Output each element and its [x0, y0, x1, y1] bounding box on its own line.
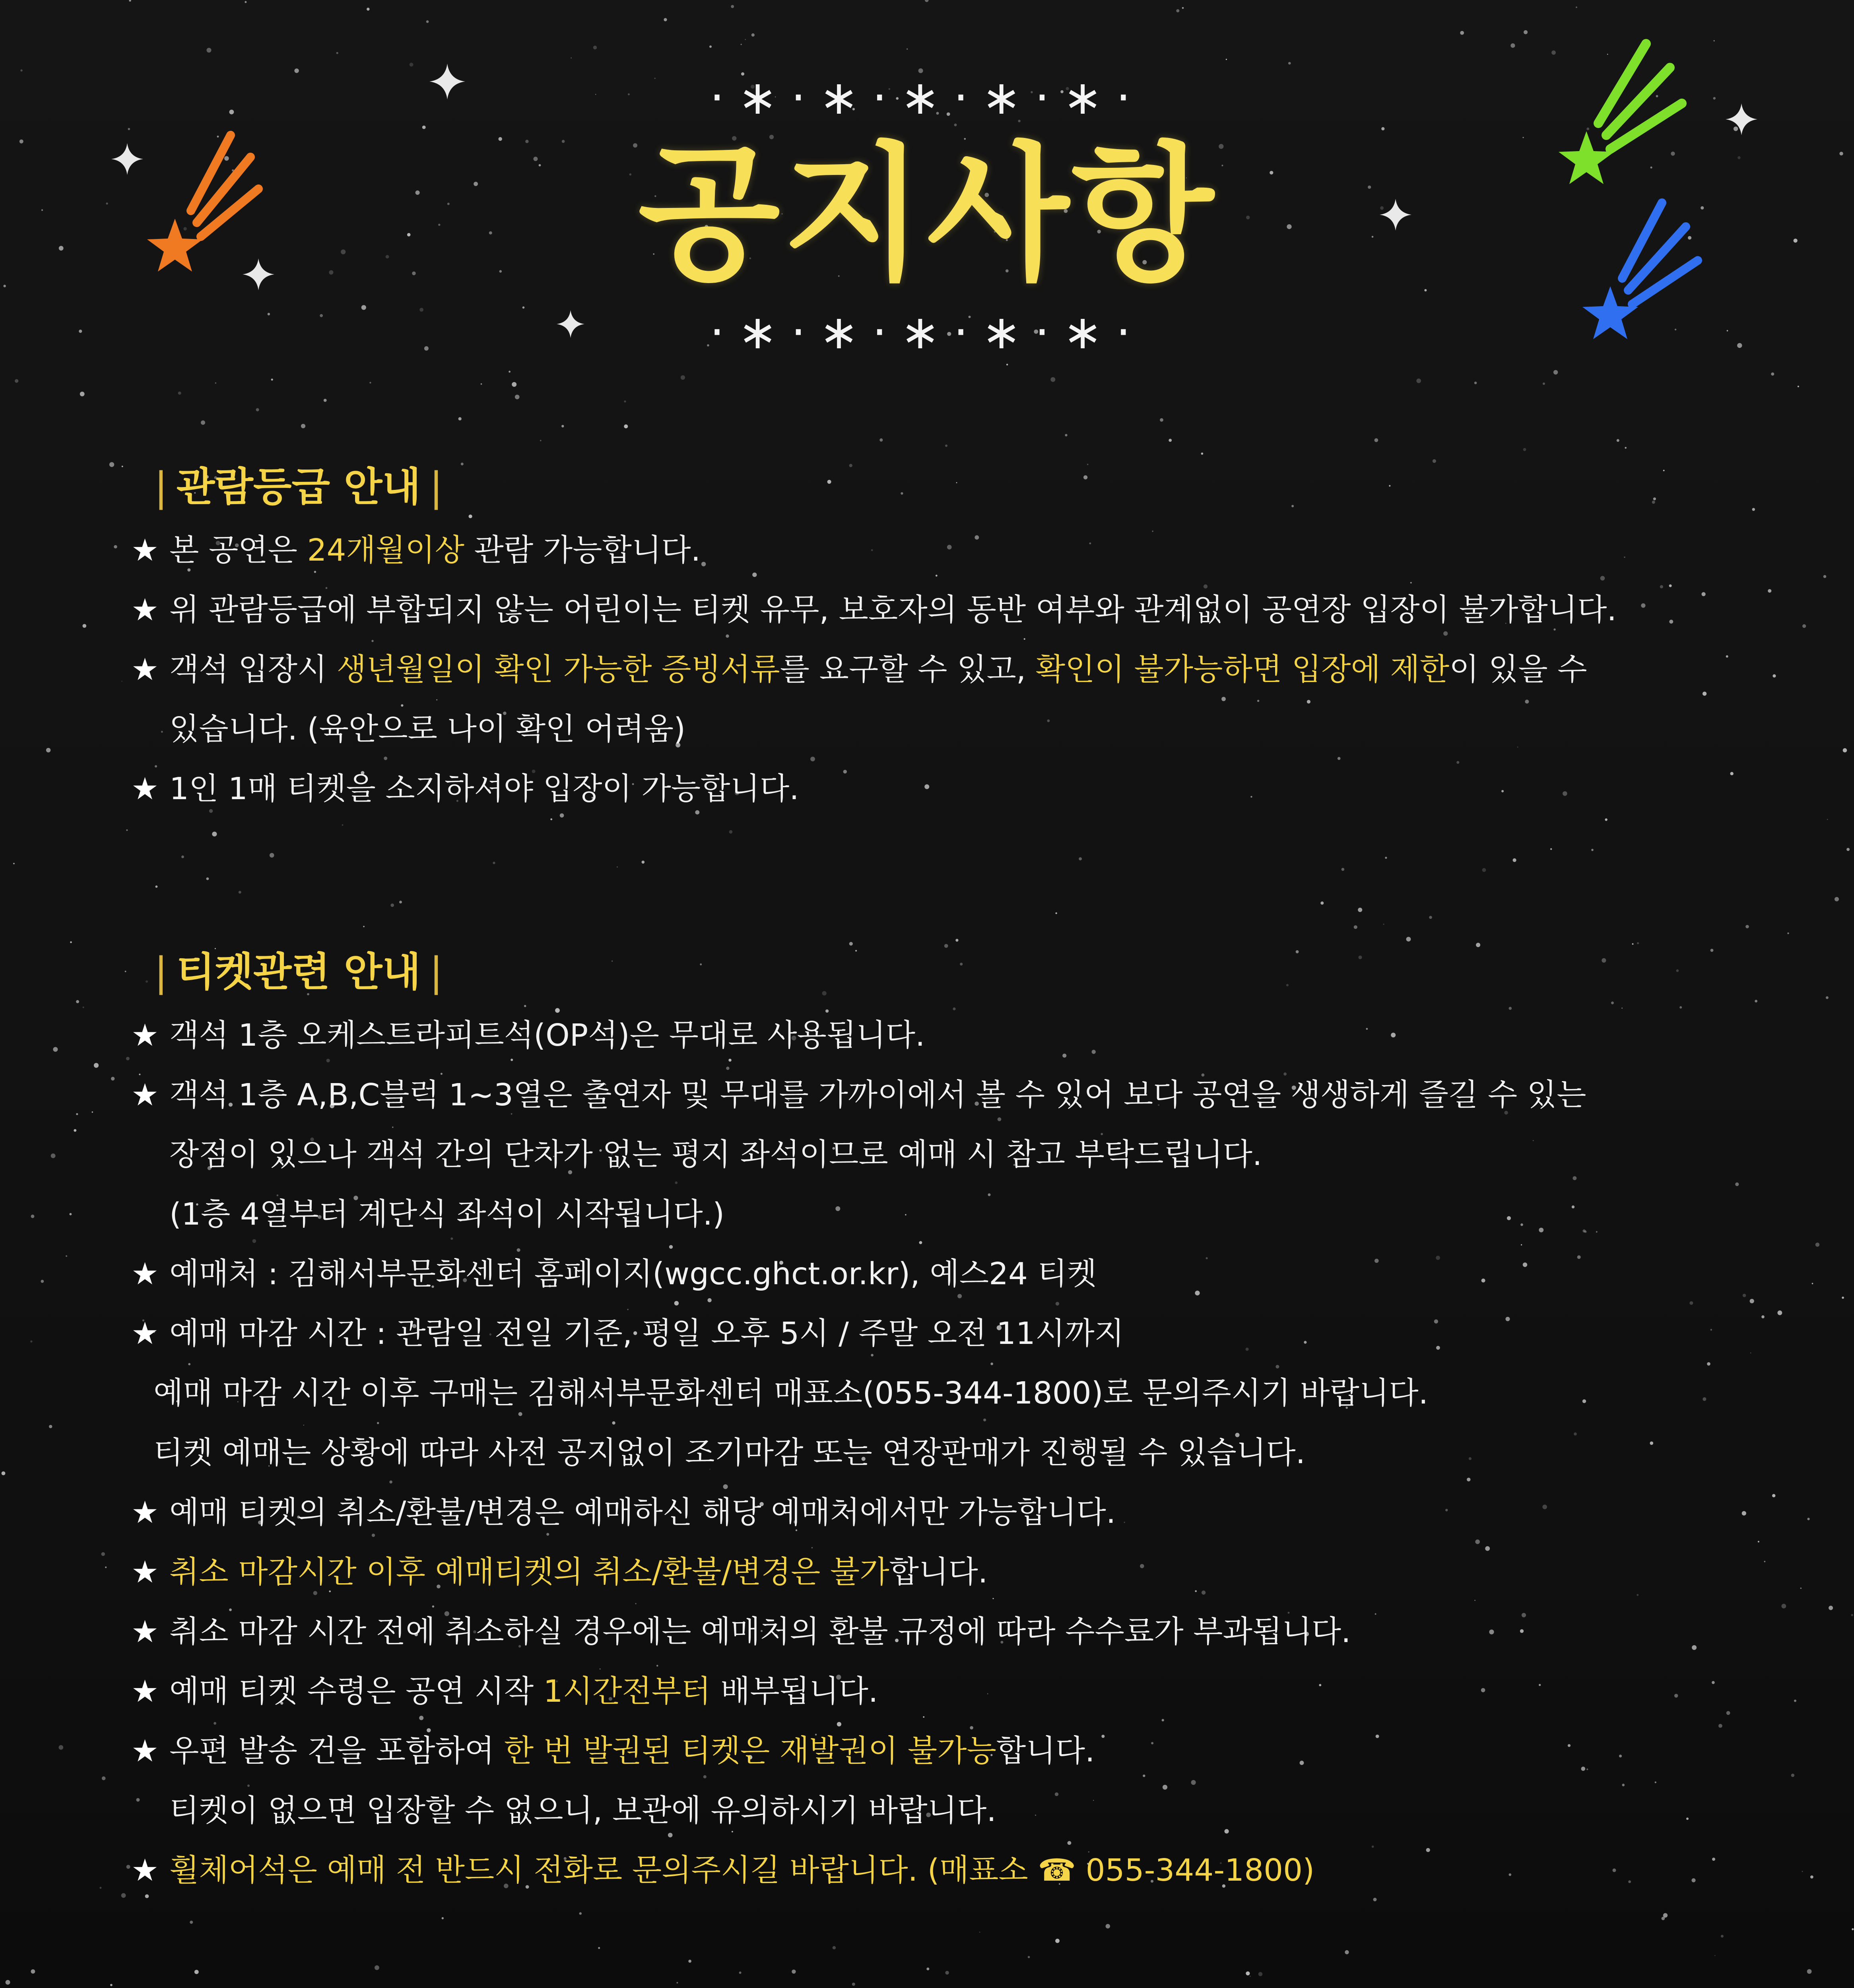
star-dot	[76, 1113, 78, 1115]
body-text: 위 관람등급에 부합되지 않는 어린이는 티켓 유무, 보호자의 동반 여부와 관계없이 공연장 입장이 불가합니다.	[169, 592, 1617, 628]
star-dot	[270, 853, 274, 858]
notice-line	[131, 1066, 1730, 1125]
star-dot	[426, 20, 429, 23]
star-dot	[1543, 382, 1545, 385]
body-text: 예매 티켓 수령은 공연 시작	[169, 1674, 544, 1709]
star-dot	[53, 1047, 58, 1052]
star-dot	[15, 379, 18, 383]
star-dot	[458, 417, 462, 420]
star-dot	[215, 382, 216, 384]
highlight-text: 1시간전부터	[543, 1674, 711, 1709]
star-bullet-icon: ★	[131, 1853, 159, 1888]
star-dot	[676, 1982, 678, 1984]
star-dot	[1794, 1700, 1796, 1702]
notice-line	[131, 1304, 1730, 1364]
star-dot	[1662, 1917, 1665, 1920]
star-dot	[390, 903, 394, 907]
star-dot	[1591, 849, 1594, 851]
star-dot	[178, 392, 181, 395]
star-dot	[1055, 912, 1057, 914]
star-dot	[598, 1947, 600, 1949]
star-dot	[1416, 379, 1421, 383]
star-dot	[1625, 447, 1627, 449]
star-dot	[493, 862, 495, 864]
star-dot	[70, 1213, 72, 1215]
body-text: 합니다.	[996, 1734, 1095, 1769]
star-dot	[83, 624, 87, 628]
star-dot	[49, 1425, 52, 1428]
star-dot	[1429, 916, 1432, 919]
notice-line	[131, 1006, 1730, 1066]
body-text: 있습니다. (육안으로 나이 확인 어려움)	[169, 712, 686, 747]
star-dot	[1807, 1969, 1812, 1974]
star-dot	[105, 1567, 107, 1568]
highlight-text: 확인이 불가능하면 입장에 제한	[1035, 652, 1450, 687]
star-dot	[1755, 1000, 1757, 1003]
section-title	[146, 457, 1730, 517]
page-title: 공지사항	[638, 129, 1216, 300]
star-dot	[1460, 31, 1464, 35]
star-dot	[1513, 858, 1516, 862]
section-ticket-info	[131, 942, 1730, 1901]
star-dot	[1758, 1541, 1759, 1542]
title-bar-divider: |	[429, 464, 443, 510]
star-dot	[121, 681, 122, 682]
star-dot	[1055, 1939, 1060, 1943]
body-text: 예매 마감 시간 이후 구매는 김해서부문화센터 매표소(055-344-1800)로 문의주시기 바랍니다.	[153, 1376, 1429, 1411]
title-bar-divider: |	[429, 949, 443, 995]
star-dot	[593, 46, 597, 49]
star-dot	[1354, 925, 1357, 929]
notice-line	[131, 1662, 1730, 1722]
section-viewing-rating	[131, 457, 1730, 819]
star-dot	[41, 1280, 44, 1283]
star-dot	[271, 379, 273, 381]
star-dot	[1846, 848, 1850, 851]
star-dot	[92, 1111, 93, 1112]
notice-line	[131, 1722, 1730, 1781]
star-dot	[30, 1340, 32, 1342]
star-dot	[70, 941, 72, 943]
star-dot	[792, 1970, 796, 1974]
star-dot	[745, 39, 746, 40]
star-dot	[1721, 1935, 1724, 1938]
star-dot	[94, 1063, 99, 1068]
star-dot	[571, 57, 572, 58]
star-dot	[367, 8, 369, 10]
star-dot	[126, 1057, 130, 1060]
star-bullet-icon: ★	[131, 592, 159, 628]
star-dot	[155, 885, 158, 888]
star-dot	[399, 901, 402, 903]
star-dot	[1835, 897, 1839, 901]
star-dot	[99, 1887, 101, 1889]
body-text: 합니다.	[889, 1555, 988, 1590]
star-dot	[624, 424, 628, 428]
highlight-text: 한 번 발권된 티켓은 재발권이 불가능	[504, 1734, 996, 1769]
star-bullet-icon: ★	[131, 1077, 159, 1113]
body-text: 객석 입장시	[169, 652, 337, 687]
star-dot	[731, 5, 734, 8]
star-dot	[122, 466, 123, 467]
star-dot	[1341, 868, 1345, 871]
star-dot	[1735, 1182, 1739, 1186]
star-dot	[979, 1932, 980, 1933]
star-dot	[1815, 1242, 1819, 1246]
star-dot	[410, 63, 414, 67]
body-text: 장점이 있으나 객석 간의 단차가 없는 평지 좌석이므로 예매 시 참고 부탁드립니다.	[169, 1137, 1262, 1173]
body-text: 티켓 예매는 상황에 따라 사전 공지없이 조기마감 또는 연장판매가 진행될 수 있습니다.	[153, 1435, 1306, 1471]
notice-line	[131, 1244, 1730, 1304]
star-dot	[925, 0, 929, 2]
body-text: 이 있을 수	[1449, 652, 1587, 687]
star-dot	[1782, 1604, 1786, 1609]
star-dot	[739, 1972, 742, 1974]
star-dot	[1802, 1871, 1803, 1872]
highlight-text: 24개월이상	[307, 533, 464, 568]
star-bullet-icon: ★	[131, 1495, 159, 1530]
star-dot	[1827, 819, 1828, 820]
star-dot	[1383, 924, 1384, 925]
star-dot	[51, 1153, 56, 1158]
star-dot	[369, 382, 371, 383]
star-bullet-icon: ★	[131, 1734, 159, 1769]
star-dot	[375, 1965, 379, 1970]
section-title	[146, 942, 1730, 1002]
star-bullet-icon: ★	[131, 1614, 159, 1650]
star-dot	[1802, 624, 1806, 628]
notice-line	[131, 1364, 1730, 1423]
notice-line	[131, 1841, 1730, 1901]
star-dot	[879, 439, 883, 442]
notice-line	[131, 1483, 1730, 1543]
star-dot	[181, 856, 184, 858]
star-dot	[617, 866, 618, 868]
star-dot	[741, 44, 742, 45]
body-text: 관람 가능합니다.	[464, 533, 701, 568]
star-dot	[1510, 43, 1515, 48]
star-dot	[1730, 772, 1734, 775]
header	[0, 68, 1854, 362]
star-dot	[709, 45, 712, 48]
star-dot	[111, 1077, 115, 1080]
star-dot	[1812, 1283, 1813, 1284]
star-bullet-icon: ★	[131, 533, 159, 568]
body-text: 배부됩니다.	[711, 1674, 878, 1709]
star-dot	[1771, 373, 1774, 376]
star-dot	[1250, 1976, 1251, 1977]
star-dot	[1714, 1955, 1716, 1956]
star-dot	[442, 1917, 444, 1919]
star-dot	[624, 400, 626, 402]
section-title-text: 관람등급 안내	[176, 464, 421, 510]
star-dot	[31, 1215, 35, 1218]
star-dot	[1406, 937, 1411, 942]
star-dot	[1843, 748, 1847, 753]
star-dot	[1761, 1315, 1765, 1318]
star-dot	[102, 1776, 106, 1780]
star-dot	[6, 1980, 10, 1985]
star-dot	[1743, 1294, 1746, 1297]
star-dot	[190, 1921, 193, 1924]
star-dot	[207, 48, 212, 52]
notice-line	[131, 759, 1730, 819]
star-dot	[512, 382, 516, 387]
star-dot	[13, 863, 15, 864]
notice-line	[131, 640, 1730, 700]
star-dot	[1050, 377, 1055, 382]
star-dot	[688, 1960, 691, 1963]
body-text: 예매처 : 김해서부문화센터 홈페이지(wgcc.ghct.or.kr), 예스24 티켓	[169, 1256, 1097, 1292]
star-dot	[945, 1971, 949, 1974]
notice-line	[131, 1602, 1730, 1662]
star-dot	[945, 445, 947, 447]
star-dot	[1553, 370, 1558, 375]
star-dot	[481, 383, 482, 385]
star-dot	[1742, 1511, 1746, 1516]
star-dot	[1807, 1518, 1810, 1520]
star-dot	[1320, 901, 1324, 905]
star-dot	[1576, 6, 1577, 8]
notice-line	[131, 580, 1730, 640]
body-text: 티켓이 없으면 입장할 수 없으니, 보관에 유의하시기 바랍니다.	[169, 1793, 996, 1829]
star-dot	[1800, 1588, 1802, 1589]
star-dot	[1842, 1297, 1844, 1299]
star-dot	[540, 440, 542, 441]
star-dot	[1258, 1972, 1263, 1976]
body-text: 취소 마감 시간 전에 취소하실 경우에는 예매처의 환불 규정에 따라 수수료가 부과됩니다.	[169, 1614, 1351, 1650]
star-dot	[121, 1893, 126, 1898]
star-dot	[1176, 9, 1179, 12]
star-dot	[1079, 857, 1082, 860]
star-dot	[1524, 30, 1528, 34]
star-dot	[114, 545, 117, 548]
star-dot	[1160, 418, 1163, 422]
star-dot	[46, 748, 50, 752]
star-dot	[201, 420, 205, 425]
star-dot	[664, 18, 667, 21]
star-dot	[833, 1946, 836, 1949]
star-dot	[1288, 62, 1291, 65]
highlight-text: 취소 마감시간 이후 예매티켓의 취소/환불/변경은 불가	[169, 1555, 889, 1590]
body-text: 객석 1층 A,B,C블럭 1~3열은 출연자 및 무대를 가까이에서 볼 수 있어 보다 공연을 생생하게 즐길 수 있는	[169, 1077, 1586, 1113]
star-dot	[561, 425, 564, 427]
star-bullet-icon: ★	[131, 1555, 159, 1590]
star-dot	[1345, 1950, 1349, 1954]
star-dot	[515, 395, 520, 400]
star-dot	[1617, 439, 1619, 442]
star-bullet-icon: ★	[131, 1018, 159, 1053]
star-dot	[751, 33, 755, 37]
star-bullet-icon: ★	[131, 1256, 159, 1292]
star-dot	[1778, 1310, 1782, 1315]
star-dot	[1791, 1774, 1794, 1777]
star-bullet-icon: ★	[131, 1674, 159, 1709]
highlight-text: 생년월일이 확인 가능한 증빙서류	[336, 652, 780, 687]
star-dot	[509, 371, 511, 373]
star-dot	[301, 424, 305, 428]
header-deco-bottom: ·∗·∗·∗·∗·∗·	[709, 305, 1145, 359]
star-dot	[83, 1007, 84, 1008]
star-dot	[1358, 908, 1362, 912]
star-dot	[194, 1970, 199, 1974]
star-dot	[1750, 1352, 1751, 1353]
star-dot	[1523, 448, 1526, 451]
star-dot	[66, 1255, 67, 1257]
star-dot	[729, 830, 733, 834]
star-dot	[31, 1969, 35, 1974]
body-text: 1인 1매 티켓을 소지하셔야 입장이 가능합니다.	[169, 771, 799, 807]
star-dot	[1745, 925, 1749, 928]
star-dot	[256, 408, 259, 412]
header-deco-top: ·∗·∗·∗·∗·∗·	[709, 70, 1145, 125]
star-dot	[59, 1745, 64, 1750]
star-dot	[1768, 589, 1771, 593]
star-dot	[1714, 40, 1715, 41]
body-text: 예매 마감 시간 : 관람일 전일 기준, 평일 오후 5시 / 주말 오전 11시까지	[169, 1316, 1124, 1351]
star-dot	[212, 832, 217, 837]
star-dot	[1750, 1299, 1754, 1303]
body-text: 예매 티켓의 취소/환불/변경은 예매하신 해당 예매처에서만 가능합니다.	[169, 1495, 1116, 1530]
star-dot	[1772, 1494, 1775, 1497]
star-dot	[126, 829, 128, 831]
star-dot	[926, 1968, 929, 1971]
star-dot	[1772, 674, 1776, 678]
star-dot	[336, 52, 338, 54]
notice-line	[131, 521, 1730, 580]
star-dot	[681, 375, 685, 380]
body-text: 객석 1층 오케스트라피트석(OP석)은 무대로 사용됩니다.	[169, 1018, 925, 1053]
star-dot	[1246, 1971, 1250, 1975]
star-dot	[1482, 868, 1486, 872]
star-dot	[1385, 857, 1387, 859]
star-bullet-icon: ★	[131, 652, 159, 687]
star-dot	[1201, 452, 1204, 455]
star-dot	[125, 971, 126, 972]
body-text: 를 요구할 수 있고,	[780, 652, 1036, 687]
body-text: (1층 4열부터 계단식 좌석이 시작됩니다.)	[169, 1197, 725, 1232]
star-dot	[1550, 848, 1552, 850]
star-bullet-icon: ★	[131, 771, 159, 807]
notice-line	[131, 1125, 1730, 1185]
star-dot	[1826, 996, 1829, 999]
star-dot	[1798, 386, 1799, 387]
star-dot	[80, 392, 85, 396]
star-dot	[579, 1912, 582, 1914]
star-dot	[101, 1552, 105, 1556]
star-dot	[245, 1, 247, 3]
title-bar-divider: |	[154, 949, 168, 995]
star-dot	[907, 49, 908, 50]
star-dot	[1787, 932, 1789, 934]
star-dot	[1810, 1875, 1813, 1879]
star-dot	[206, 878, 209, 880]
notice-line	[131, 1423, 1730, 1483]
title-bar-divider: |	[154, 464, 168, 510]
star-dot	[1169, 439, 1172, 442]
star-dot	[955, 939, 958, 942]
star-dot	[126, 1865, 130, 1869]
star-dot	[642, 861, 645, 864]
star-dot	[1182, 7, 1184, 9]
star-dot	[1006, 364, 1008, 365]
body-text: 우편 발송 건을 포함하여	[169, 1734, 504, 1769]
star-dot	[1374, 438, 1378, 442]
star-dot	[109, 462, 114, 467]
star-dot	[1752, 508, 1755, 511]
star-dot	[1764, 1561, 1766, 1563]
section-title-text: 티켓관련 안내	[176, 949, 421, 995]
star-dot	[129, 0, 131, 2]
star-dot	[1226, 59, 1227, 60]
star-dot	[239, 891, 241, 894]
star-dot	[1851, 1614, 1853, 1616]
star-dot	[363, 926, 365, 928]
star-dot	[1065, 434, 1067, 436]
star-dot	[1028, 1956, 1030, 1958]
star-dot	[1852, 1928, 1854, 1930]
star-dot	[852, 1983, 855, 1986]
star-dot	[1823, 575, 1827, 578]
star-dot	[74, 1129, 76, 1132]
star-dot	[324, 399, 327, 402]
star-dot	[1106, 1924, 1110, 1928]
star-dot	[342, 824, 344, 826]
star-bullet-icon: ★	[131, 1316, 159, 1351]
notice-line	[131, 1543, 1730, 1602]
star-dot	[1474, 382, 1477, 384]
star-dot	[1829, 1606, 1833, 1610]
star-dot	[110, 1984, 113, 1986]
star-dot	[76, 1000, 79, 1003]
star-dot	[2, 1472, 6, 1475]
highlight-text: 휠체어석은 예매 전 반드시 전화로 문의주시길 바랍니다. (매표소 ☎ 055-344-1800)	[169, 1853, 1315, 1888]
notice-line	[131, 700, 1730, 759]
notice-line	[131, 1781, 1730, 1841]
body-text: 본 공연은	[169, 533, 307, 568]
notice-line	[131, 1185, 1730, 1244]
